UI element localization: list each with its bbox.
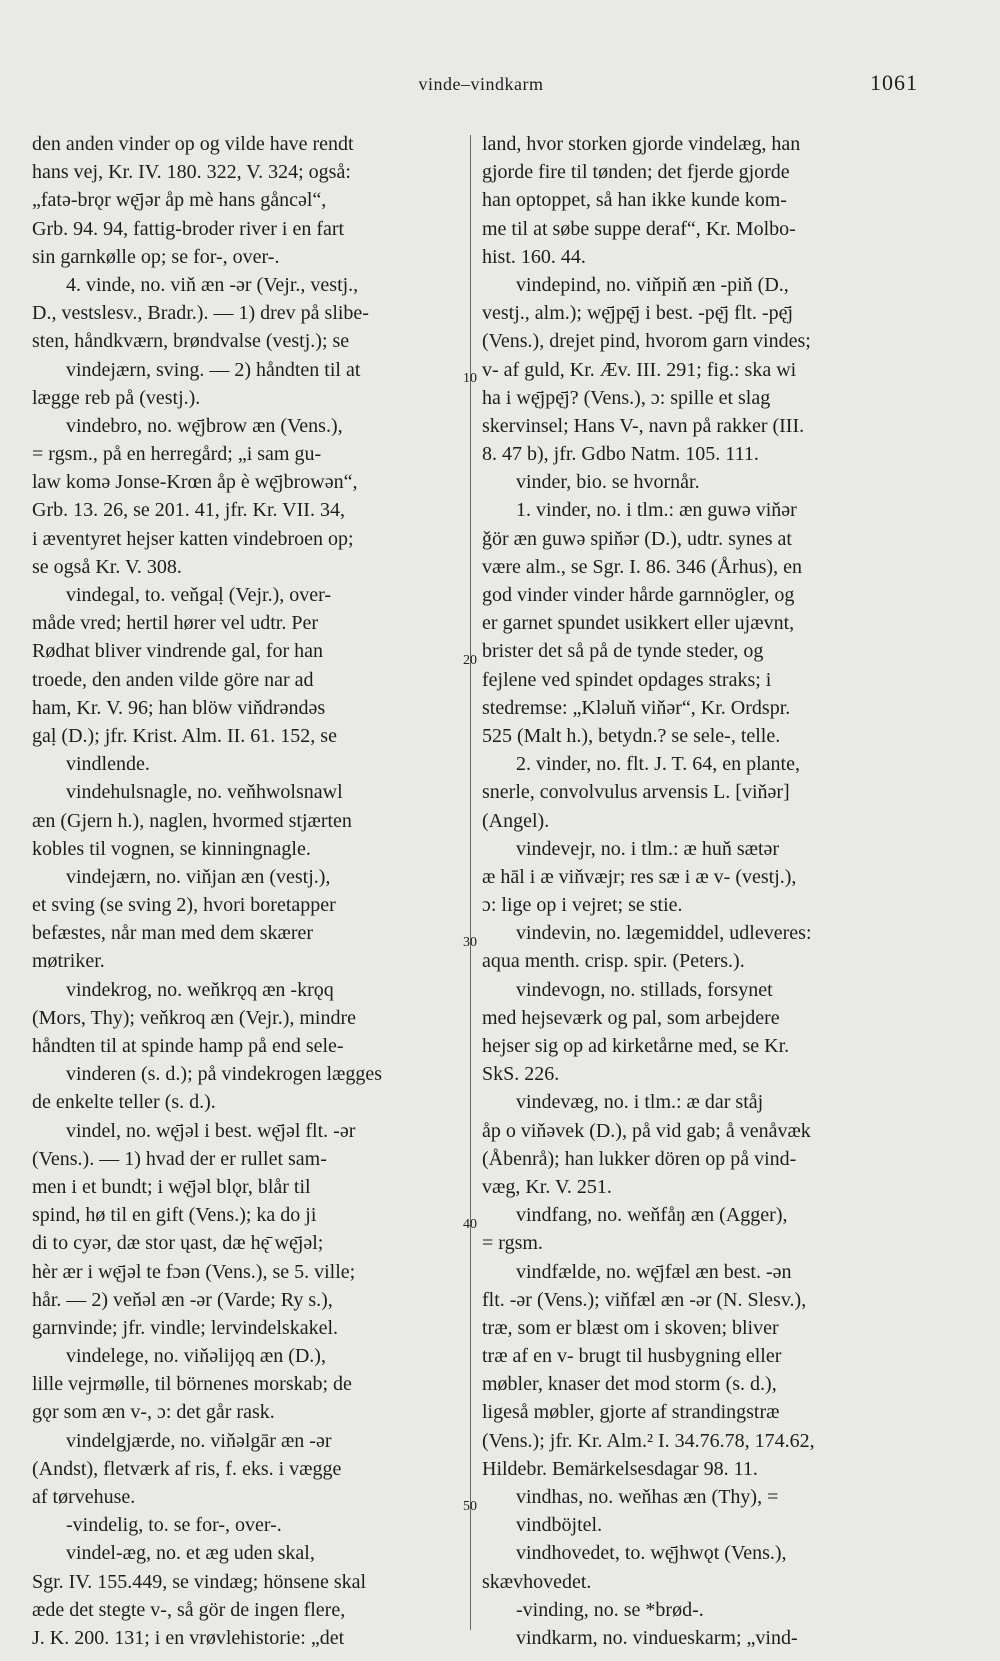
text-line: flt. -ər (Vens.); viňfæl æn -ər (N. Slesv.), — [482, 1288, 807, 1311]
text-line: vindekrog, no. weňkrǫq æn -krǫq — [66, 978, 334, 1001]
text-line: hist. 160. 44. — [482, 245, 586, 268]
text-line: (Vens.). — 1) hvad der er rullet sam- — [32, 1147, 327, 1170]
text-line: law komə Jonse-Krœn åp è wę̄jbrowən“, — [32, 471, 358, 494]
text-line: 2. vinder, no. flt. J. T. 64, en plante, — [516, 753, 800, 776]
text-line: vindejærn, no. viňjan æn (vestj.), — [66, 865, 331, 888]
text-line: vindelege, no. viňəlijǫq æn (D.), — [66, 1345, 326, 1368]
text-line: vinder, bio. se hvornår. — [516, 471, 700, 494]
text-line: -vindelig, to. se for-, over-. — [66, 1514, 282, 1537]
text-line: gaḷ (D.); jfr. Krist. Alm. II. 61. 152, se — [32, 724, 337, 747]
text-line: æn (Gjern h.), naglen, hvormed stjærten — [32, 809, 352, 832]
text-line: vindböjtel. — [516, 1514, 603, 1537]
text-line: han optoppet, så han ikke kunde kom- — [482, 189, 787, 212]
text-line: i æventyret hejser katten vindebroen op; — [32, 527, 354, 550]
right-column — [482, 130, 934, 1652]
text-line: vindehulsnagle, no. veňhwolsnawl — [66, 781, 343, 804]
text-line: men i et bundt; i wę̄jəl blǫr, blår til — [32, 1175, 311, 1198]
text-line: vindfælde, no. wę̄jfæl æn best. -ən — [516, 1260, 792, 1283]
text-line: 4. vinde, no. viň æn -ər (Vejr., vestj., — [66, 273, 359, 296]
text-line: Sgr. IV. 155.449, se vindæg; hönsene skal — [32, 1570, 367, 1593]
text-line: -vinding, no. se *brød-. — [516, 1598, 704, 1621]
text-line: vindel, no. wę̄jəl i best. wę̄jəl flt. -ər — [66, 1119, 356, 1142]
text-line: fejlene ved spindet opdages straks; i — [482, 668, 772, 691]
page-number: 1061 — [870, 70, 918, 95]
text-line: (Angel). — [482, 809, 550, 832]
text-line: sin garnkølle op; se for-, over-. — [32, 245, 280, 268]
text-line: vindevejr, no. i tlm.: æ huň sætər — [516, 837, 780, 860]
text-line: god vinder vinder hårde garnnögler, og — [482, 584, 795, 606]
text-line: (Vens.); jfr. Kr. Alm.² I. 34.76.78, 174.62, — [482, 1429, 815, 1452]
text-line: æ hāl i æ viňvæjr; res sæ i æ v- (vestj.), — [482, 865, 797, 888]
text-line: (Andst), fletværk af ris, f. eks. i vægge — [32, 1457, 342, 1480]
text-line: me til at søbe suppe deraf“, Kr. Molbo- — [482, 217, 796, 240]
text-line: = rgsm., på en herregård; „i sam gu- — [32, 443, 322, 466]
text-line: Grb. 13. 26, se 201. 41, jfr. Kr. VII. 34, — [32, 499, 345, 522]
text-line: snerle, convolvulus arvensis L. [viňər] — [482, 781, 790, 804]
text-line: = rgsm. — [482, 1232, 543, 1255]
text-line: gǫr som æn v-, ɔ: det går rask. — [32, 1401, 275, 1424]
text-line: Grb. 94. 94, fattig-broder river i en fart — [32, 217, 345, 240]
text-line: D., vestslesv., Bradr.). — 1) drev på slibe- — [32, 302, 369, 325]
text-line: af tørvehuse. — [32, 1486, 136, 1508]
text-line: befæstes, når man med dem skærer — [32, 922, 314, 945]
text-line: møtriker. — [32, 950, 105, 973]
text-line: lægge reb på (vestj.). — [32, 386, 201, 409]
text-line: vindkarm, no. vindueskarm; „vind- — [516, 1626, 798, 1649]
text-line: ǧör æn guwə spiňər (D.), udtr. synes at — [482, 527, 792, 550]
text-line: ham, Kr. V. 96; han blöw viňdrəndəs — [32, 696, 326, 719]
text-line: spind, hø til en gift (Vens.); ka do ji — [32, 1204, 317, 1227]
text-line: vindfang, no. weňfåŋ æn (Agger), — [516, 1204, 788, 1227]
text-line: di to cyər, dæ stor ųast, dæ hę̄ wę̄jəl; — [32, 1232, 324, 1255]
text-line: SkS. 226. — [482, 1063, 560, 1086]
text-line: brister det så på de tynde steder, og — [482, 640, 764, 663]
text-line: (Åbenrå); han lukker dören op på vind- — [482, 1147, 797, 1170]
text-line: vindhovedet, to. wę̄jhwǫt (Vens.), — [516, 1542, 787, 1565]
text-line: æde det stegte v-, så gör de ingen flere, — [32, 1598, 346, 1621]
text-line: (Vens.), drejet pind, hvorom garn vindes; — [482, 330, 811, 353]
text-line: vindevæg, no. i tlm.: æ dar ståj — [516, 1091, 764, 1114]
line-number: 10 — [463, 371, 477, 386]
text-line: hèr ær i wę̄jəl te fɔən (Vens.), se 5. ville; — [32, 1260, 356, 1283]
text-line: vindegal, to. veňgaḷ (Vejr.), over- — [66, 584, 332, 606]
text-line: træ af en v- brugt til husbygning eller — [482, 1345, 782, 1368]
text-line: hans vej, Kr. IV. 180. 322, V. 324; også: — [32, 161, 351, 184]
text-line: åp o viňəvek (D.), på vid gab; å venåvæk — [482, 1119, 811, 1142]
text-line: sten, håndkværn, brøndvalse (vestj.); se — [32, 330, 350, 353]
text-line: skervinsel; Hans V-, navn på rakker (III. — [482, 414, 805, 437]
text-line: ha i wę̄jpę̄j? (Vens.), ɔ: spille et slag — [482, 386, 771, 409]
line-number: 40 — [463, 1217, 477, 1232]
running-header: vinde–vindkarm — [418, 74, 544, 94]
text-line: troede, den anden vilde göre nar ad — [32, 668, 314, 691]
line-number: 50 — [463, 1499, 477, 1514]
line-number: 20 — [463, 653, 477, 668]
text-line: vinderen (s. d.); på vindekrogen lægges — [66, 1063, 383, 1086]
text-line: håndten til at spinde hamp på end sele- — [32, 1035, 344, 1057]
text-line: v- af guld, Kr. Æv. III. 291; fig.: ska wi — [482, 358, 797, 381]
text-line: (Mors, Thy); veňkroq æn (Vejr.), mindre — [32, 1006, 357, 1029]
text-line: „fatə-brǫr wę̄jər åp mè hans gåncəl“, — [32, 189, 327, 212]
text-line: træ, som er blæst om i skoven; bliver — [482, 1316, 779, 1339]
line-number: 30 — [463, 935, 477, 950]
text-line: aqua menth. crisp. spir. (Peters.). — [482, 950, 745, 973]
text-line: er garnet spundet usikkert eller ujævnt, — [482, 612, 795, 635]
text-line: J. K. 200. 131; i en vrøvlehistorie: „det — [32, 1626, 345, 1649]
text-line: den anden vinder op og vilde have rendt — [32, 133, 354, 155]
text-line: med hejseværk og pal, som arbejdere — [482, 1006, 780, 1029]
text-line: ɔ: lige op i vejret; se stie. — [482, 894, 683, 917]
text-line: et sving (se sving 2), hvori boretapper — [32, 894, 336, 917]
text-line: vindlende. — [66, 753, 150, 776]
text-line: kobles til vognen, se kinningnagle. — [32, 837, 311, 860]
text-line: stedremse: „Kləluň viňər“, Kr. Ordspr. — [482, 696, 791, 719]
text-line: 525 (Malt h.), betydn.? se sele-, telle. — [482, 724, 781, 747]
text-line: land, hvor storken gjorde vindelæg, han — [482, 133, 801, 155]
text-line: de enkelte teller (s. d.). — [32, 1091, 216, 1114]
text-line: se også Kr. V. 308. — [32, 555, 182, 578]
text-line: lille vejrmølle, til börnenes morskab; de — [32, 1373, 352, 1396]
text-line: vindepind, no. viňpiň æn -piň (D., — [516, 273, 789, 296]
text-line: være alm., se Sgr. I. 86. 346 (Århus), en — [482, 555, 802, 578]
left-column — [32, 130, 464, 1652]
text-line: gjorde fire til tønden; det fjerde gjorde — [482, 161, 790, 184]
text-line: 1. vinder, no. i tlm.: æn guwə viňər — [516, 499, 797, 522]
text-line: møbler, knaser det mod storm (s. d.), — [482, 1373, 777, 1396]
column-divider — [470, 135, 471, 1630]
text-line: hejser sig op ad kirketårne med, se Kr. — [482, 1035, 790, 1057]
text-line: vindejærn, sving. — 2) håndten til at — [66, 358, 361, 381]
text-line: 8. 47 b), jfr. Gdbo Natm. 105. 111. — [482, 443, 759, 466]
text-line: Rødhat bliver vindrende gal, for han — [32, 640, 324, 663]
text-line: vestj., alm.); wę̄jpę̄j i best. -pę̄j flt. -pę̄j — [482, 302, 794, 325]
text-line: vindevin, no. lægemiddel, udleveres: — [516, 922, 812, 945]
text-line: vindhas, no. weňhas æn (Thy), = — [516, 1486, 779, 1508]
text-line: vindelgjærde, no. viňəlgār æn -ər — [66, 1429, 332, 1452]
text-line: væg, Kr. V. 251. — [482, 1175, 612, 1198]
text-line: ligeså møbler, gjorte af strandingstræ — [482, 1401, 780, 1424]
text-line: vindevogn, no. stillads, forsynet — [516, 978, 773, 1001]
text-line: skævhovedet. — [482, 1570, 592, 1593]
text-line: hår. — 2) veňəl æn -ər (Varde; Ry s.), — [32, 1288, 333, 1311]
text-line: garnvinde; jfr. vindle; lervindelskakel. — [32, 1316, 339, 1339]
text-line: måde vred; hertil hører vel udtr. Per — [32, 612, 319, 635]
text-line: Hildebr. Bemärkelsesdagar 98. 11. — [482, 1457, 758, 1480]
text-line: vindebro, no. wę̄jbrow æn (Vens.), — [66, 414, 343, 437]
text-line: vindel-æg, no. et æg uden skal, — [66, 1542, 315, 1565]
